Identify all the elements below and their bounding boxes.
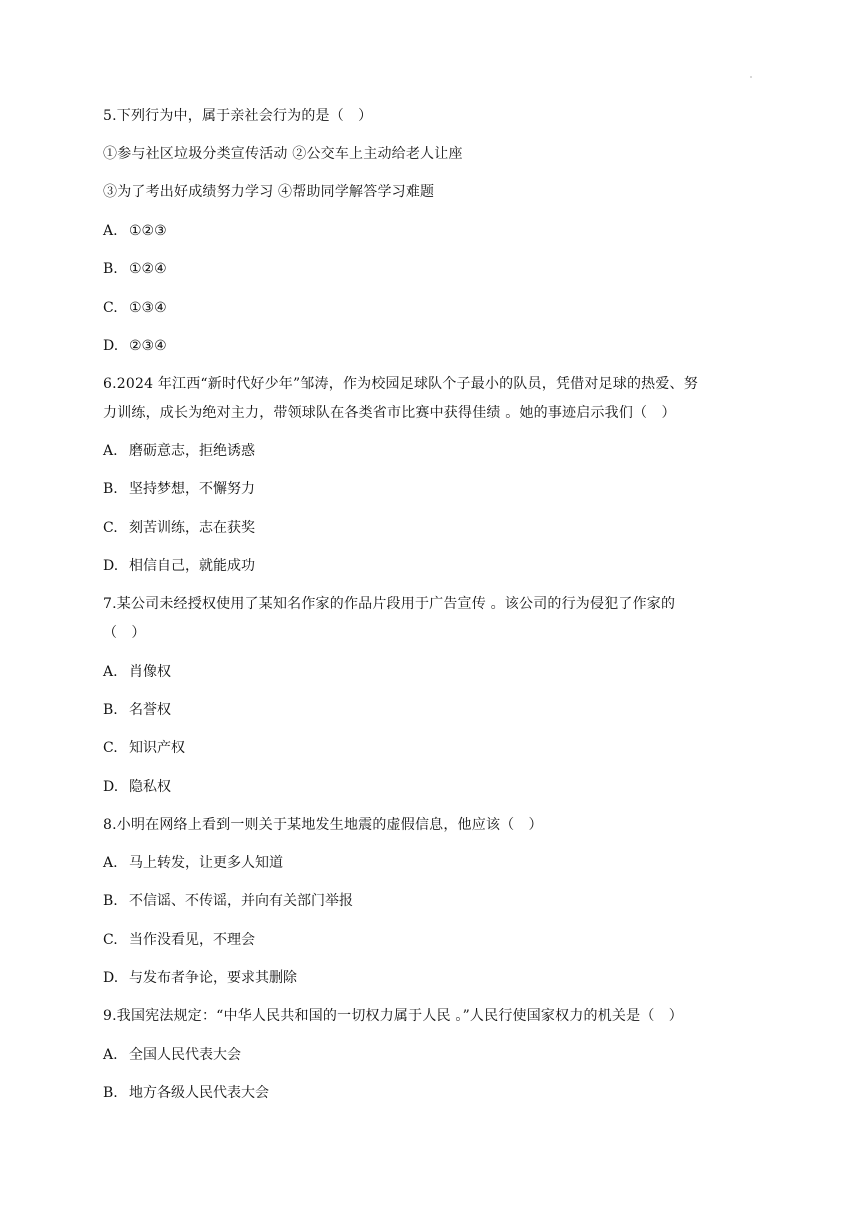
scan-mark — [750, 76, 752, 78]
option-text: 相信自己，就能成功 — [129, 558, 255, 574]
option-text: ②③④ — [129, 338, 167, 354]
question-8-option-a — [103, 853, 283, 873]
option-text: ①③④ — [129, 300, 167, 316]
question-6-stem-line-2: 力训练，成长为绝对主力，带领球队在各类省市比赛中获得佳绩 。她的事迹启示我们（ ） — [103, 405, 676, 421]
question-7-option-a — [103, 662, 171, 682]
question-9-stem: 9.我国宪法规定：“中华人民共和国的一切权力属于人民 。”人民行使国家权力的机关是（ ） — [103, 1008, 683, 1024]
question-8-option-b — [103, 891, 353, 911]
option-text: 名誉权 — [129, 702, 171, 718]
option-letter: B. — [103, 702, 118, 718]
question-5-option-c — [103, 298, 167, 318]
option-text: ①②③ — [129, 223, 167, 239]
question-7-option-b — [103, 700, 171, 720]
option-text: 刻苦训练，志在获奖 — [129, 520, 255, 536]
question-8-option-c — [103, 930, 255, 950]
question-6-stem-line-1: 6.2024 年江西“新时代好少年”邹涛，作为校园足球队个子最小的队员，凭借对足球的热爱、努 — [103, 376, 698, 392]
option-text: 与发布者争论，要求其删除 — [129, 970, 297, 986]
question-7-option-d — [103, 777, 171, 797]
option-letter: A. — [103, 443, 118, 459]
question-8-option-d — [103, 968, 297, 988]
question-9-option-a — [103, 1045, 241, 1065]
question-6-option-b — [103, 479, 255, 499]
question-5-option-b — [103, 259, 167, 279]
question-5-statements-line-1: ①参与社区垃圾分类宣传活动 ②公交车上主动给老人让座 — [103, 146, 463, 162]
option-letter: A. — [103, 664, 118, 680]
option-text: 全国人民代表大会 — [129, 1047, 241, 1063]
question-6-option-a — [103, 441, 255, 461]
question-7-option-c — [103, 738, 185, 758]
option-text: 磨砺意志，拒绝诱惑 — [129, 443, 255, 459]
option-letter: B. — [103, 893, 118, 909]
question-6-option-d — [103, 556, 255, 576]
option-text: 隐私权 — [129, 779, 171, 795]
question-5-option-d — [103, 336, 167, 356]
option-letter: B. — [103, 1085, 118, 1101]
option-text: 不信谣、不传谣，并向有关部门举报 — [129, 893, 353, 909]
question-5-option-a — [103, 221, 167, 241]
option-text: ①②④ — [129, 261, 167, 277]
option-text: 知识产权 — [129, 740, 185, 756]
option-letter: D. — [103, 338, 119, 354]
option-letter: C. — [103, 300, 118, 316]
option-letter: C. — [103, 932, 118, 948]
option-letter: D. — [103, 558, 119, 574]
option-text: 地方各级人民代表大会 — [129, 1085, 269, 1101]
option-letter: C. — [103, 740, 118, 756]
option-text: 肖像权 — [129, 664, 171, 680]
option-letter: A. — [103, 855, 118, 871]
option-letter: A. — [103, 223, 118, 239]
option-text: 坚持梦想，不懈努力 — [129, 481, 255, 497]
option-letter: C. — [103, 520, 118, 536]
question-5-stem: 5.下列行为中，属于亲社会行为的是（ ） — [103, 108, 373, 124]
option-letter: B. — [103, 481, 118, 497]
question-7-stem-line-2: （ ） — [103, 625, 146, 641]
option-letter: B. — [103, 261, 118, 277]
option-letter: D. — [103, 970, 119, 986]
question-8-stem: 8.小明在网络上看到一则关于某地发生地震的虚假信息，他应该（ ） — [103, 817, 543, 833]
question-7-stem-line-1: 7.某公司未经授权使用了某知名作家的作品片段用于广告宣传 。该公司的行为侵犯了作家的 — [103, 596, 676, 612]
option-text: 当作没看见，不理会 — [129, 932, 255, 948]
option-letter: D. — [103, 779, 119, 795]
option-text: 马上转发，让更多人知道 — [129, 855, 283, 871]
question-6-option-c — [103, 518, 255, 538]
question-5-statements-line-2: ③为了考出好成绩努力学习 ④帮助同学解答学习难题 — [103, 184, 435, 200]
question-9-option-b — [103, 1083, 269, 1103]
option-letter: A. — [103, 1047, 118, 1063]
